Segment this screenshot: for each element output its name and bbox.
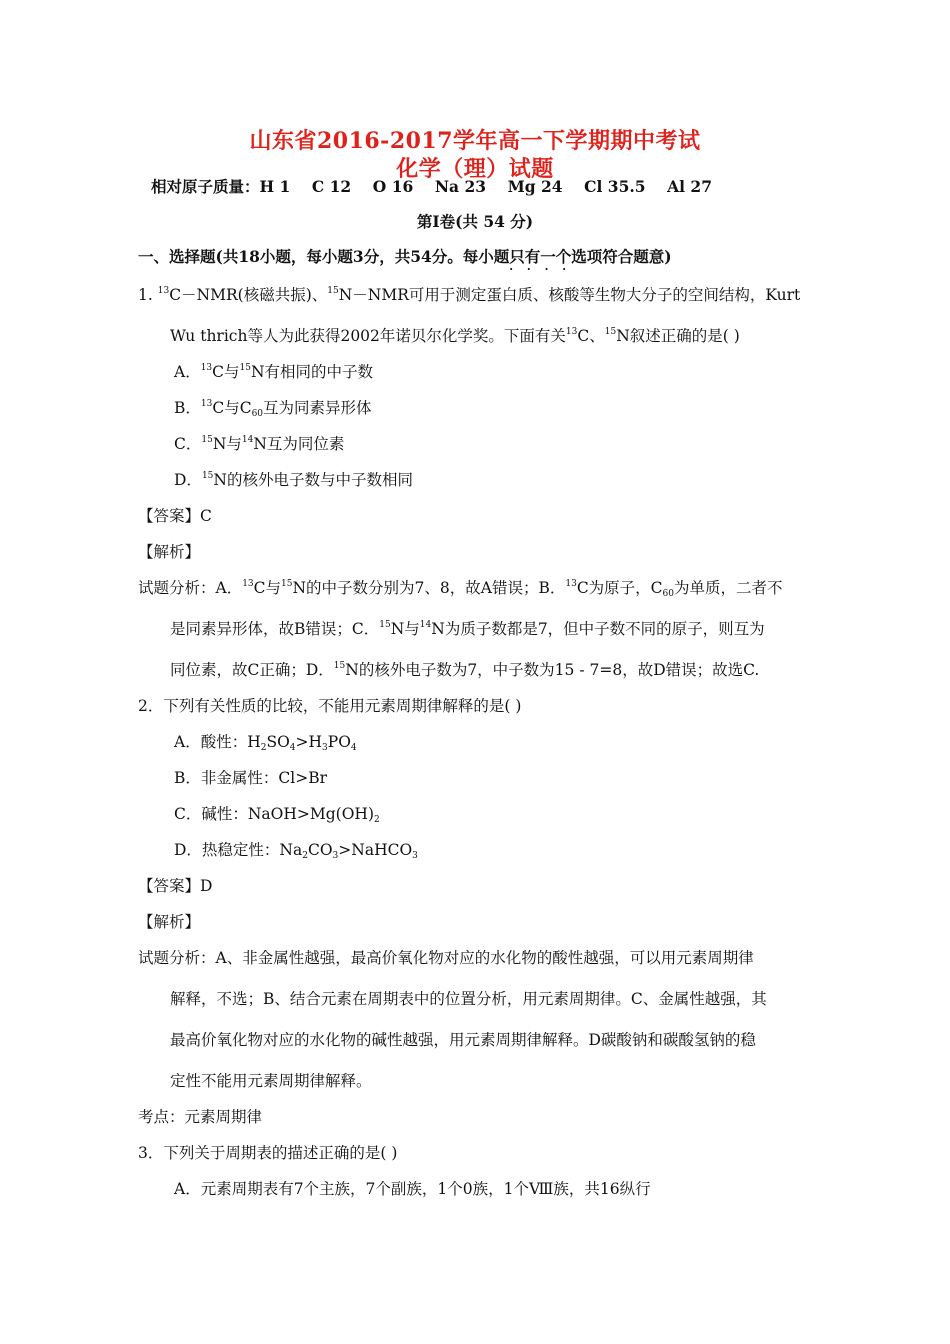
q2-analysis-line3: 最高价氧化物对应的水化物的碱性越强，用元素周期律解释。D碳酸钠和碳酸氢钠的稳 xyxy=(170,1031,756,1049)
q1-option-a: A．$^{13}$C与$^{15}$N有相同的中子数 xyxy=(174,363,374,381)
q2-option-b: B．非金属性：Cl>Br xyxy=(174,769,327,787)
section-heading-before: 一、选择题(共18小题，每小题3分，共54分。每小题 xyxy=(138,247,510,266)
q1-analysis-line2: 是同素异形体，故B错误；C．$^{15}$N与$^{14}$N为质子数都是7，但中子数不同的原子，则互为 xyxy=(170,620,765,638)
q2-answer: 【答案】D xyxy=(138,877,213,895)
q2-analysis-line1: 试题分析：A、非金属性越强，最高价氧化物对应的水化物的酸性越强，可以用元素周期律 xyxy=(138,949,754,967)
q1-stem-line1: 1. $^{13}$C－NMR(核磁共振)、$^{15}$N－NMR可用于测定蛋白质、核酸等生物大分子的空间结构，Kurt xyxy=(138,286,801,304)
q3-stem: 3．下列关于周期表的描述正确的是( ) xyxy=(138,1144,398,1162)
q1-analysis-line1: 试题分析：A．$^{13}$C与$^{15}$N的中子数分别为7、8，故A错误；B．$^{13}$C为原子，$C_{60}$为单质，二者不 xyxy=(138,579,783,599)
q3-option-a: A．元素周期表有7个主族，7个副族，1个0族，1个Ⅷ族，共16纵行 xyxy=(174,1180,651,1198)
q1-number: 1. xyxy=(138,286,153,304)
q2-stem: 2．下列有关性质的比较，不能用元素周期律解释的是( ) xyxy=(138,697,522,715)
volume-heading: 第Ⅰ卷(共 54 分) xyxy=(416,212,534,231)
q2-kaodian: 考点：元素周期律 xyxy=(138,1108,263,1126)
q1-answer: 【答案】C xyxy=(138,507,212,525)
q2-option-c: C．碱性：$NaOH>Mg(OH)_2$ xyxy=(174,805,380,825)
q2-option-a: A．酸性：$H_2SO_4>H_3PO_4$ xyxy=(174,733,357,753)
q2-option-d: D．热稳定性：$Na_2CO_3>NaHCO_3$ xyxy=(174,841,418,861)
exam-subtitle: 化学（理）试题 xyxy=(396,156,554,182)
section-heading xyxy=(138,247,672,267)
q1-analysis-line3: 同位素，故C正确；D．$^{15}$N的核外电子数为7，中子数为15 - 7=8，故D错误；故选C. xyxy=(170,661,760,679)
exam-title: 山东省2016-2017学年高一下学期期中考试 xyxy=(249,128,701,154)
q1-stem-line2: Wu thrich等人为此获得2002年诺贝尔化学奖。下面有关$^{13}$C、$^{15}$N叙述正确的是( ) xyxy=(170,327,740,345)
section-heading-after: 选项符合题意) xyxy=(571,247,672,266)
q1-analysis-label: 【解析】 xyxy=(138,543,201,561)
q2-analysis-label: 【解析】 xyxy=(138,913,201,931)
q2-analysis-line2: 解释，不选；B、结合元素在周期表中的位置分析，用元素周期律。C、金属性越强，其 xyxy=(170,990,767,1008)
atomic-masses: 相对原子质量：H 1 C 12 O 16 Na 23 Mg 24 Cl 35.5 Al 27 xyxy=(151,177,712,196)
q1-option-d: D．$^{15}$N的核外电子数与中子数相同 xyxy=(174,471,413,489)
section-heading-emphasis: 只有一个 · · · · xyxy=(509,247,571,266)
q1-option-b: B．$^{13}$C与$C_{60}$互为同素异形体 xyxy=(174,399,372,419)
q2-analysis-line4: 定性不能用元素周期律解释。 xyxy=(170,1072,372,1090)
q1-option-c: C．$^{15}$N与$^{14}$N互为同位素 xyxy=(174,435,345,453)
